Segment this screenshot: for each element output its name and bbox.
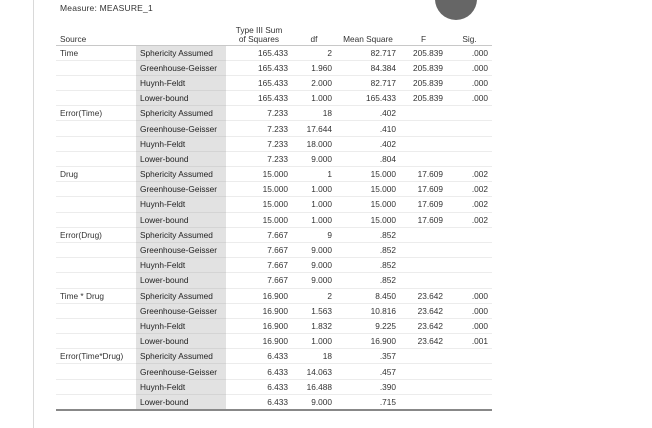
sum-of-squares-cell: 165.433 — [226, 60, 292, 75]
sig-cell: .000 — [447, 91, 492, 106]
header-sig: Sig. — [447, 22, 492, 45]
sum-of-squares-cell: 7.233 — [226, 106, 292, 121]
df-cell: 9 — [292, 227, 336, 242]
source-cell — [56, 242, 136, 257]
circle-decoration — [435, 0, 477, 20]
correction-cell: Huynh-Feldt — [136, 379, 226, 394]
f-cell: 205.839 — [400, 91, 447, 106]
correction-cell: Lower-bound — [136, 91, 226, 106]
source-cell — [56, 364, 136, 379]
correction-cell: Sphericity Assumed — [136, 288, 226, 303]
table-row — [56, 136, 492, 151]
df-cell: 1.960 — [292, 60, 336, 75]
df-cell: 9.000 — [292, 242, 336, 257]
table-row — [56, 45, 492, 60]
table-row — [56, 167, 492, 182]
df-cell: 18 — [292, 106, 336, 121]
df-cell: 1 — [292, 167, 336, 182]
source-cell — [56, 318, 136, 333]
sum-of-squares-cell: 16.900 — [226, 303, 292, 318]
correction-cell: Huynh-Feldt — [136, 197, 226, 212]
sig-cell: .000 — [447, 318, 492, 333]
f-cell: 23.642 — [400, 334, 447, 349]
sum-of-squares-cell: 15.000 — [226, 182, 292, 197]
mean-square-cell: .804 — [336, 151, 400, 166]
f-cell: 205.839 — [400, 60, 447, 75]
f-cell: 23.642 — [400, 288, 447, 303]
f-cell — [400, 121, 447, 136]
header-row — [56, 22, 492, 45]
source-cell — [56, 303, 136, 318]
source-cell — [56, 334, 136, 349]
source-cell: Time * Drug — [56, 288, 136, 303]
source-cell — [56, 379, 136, 394]
correction-cell: Greenhouse-Geisser — [136, 303, 226, 318]
mean-square-cell: .852 — [336, 227, 400, 242]
sig-cell — [447, 151, 492, 166]
mean-square-cell: .852 — [336, 273, 400, 288]
df-cell: 17.644 — [292, 121, 336, 136]
sum-of-squares-cell: 16.900 — [226, 318, 292, 333]
table-row — [56, 197, 492, 212]
measure-label: Measure: — [60, 3, 98, 13]
sum-of-squares-cell: 165.433 — [226, 91, 292, 106]
mean-square-cell: .852 — [336, 258, 400, 273]
sig-cell: .002 — [447, 197, 492, 212]
sum-of-squares-cell: 15.000 — [226, 167, 292, 182]
tests-of-within-subjects-effects-table — [56, 22, 492, 411]
mean-square-cell: 8.450 — [336, 288, 400, 303]
correction-cell: Sphericity Assumed — [136, 45, 226, 60]
sig-cell: .002 — [447, 167, 492, 182]
mean-square-cell: 16.900 — [336, 334, 400, 349]
header-f: F — [400, 22, 447, 45]
df-cell: 16.488 — [292, 379, 336, 394]
mean-square-cell: .357 — [336, 349, 400, 364]
f-cell: 17.609 — [400, 167, 447, 182]
correction-cell: Lower-bound — [136, 273, 226, 288]
mean-square-cell: 82.717 — [336, 45, 400, 60]
table-row — [56, 151, 492, 166]
df-cell: 1.000 — [292, 182, 336, 197]
table-row — [56, 242, 492, 257]
source-cell — [56, 197, 136, 212]
mean-square-cell: .715 — [336, 394, 400, 409]
correction-cell: Lower-bound — [136, 212, 226, 227]
df-cell: 1.000 — [292, 197, 336, 212]
table-row — [56, 273, 492, 288]
mean-square-cell: .852 — [336, 242, 400, 257]
df-cell: 2 — [292, 288, 336, 303]
sum-of-squares-cell: 6.433 — [226, 349, 292, 364]
correction-cell: Lower-bound — [136, 394, 226, 409]
f-cell — [400, 394, 447, 409]
table-row — [56, 364, 492, 379]
sig-cell — [447, 121, 492, 136]
f-cell — [400, 151, 447, 166]
source-cell: Time — [56, 45, 136, 60]
source-cell — [56, 212, 136, 227]
mean-square-cell: 15.000 — [336, 182, 400, 197]
df-cell: 18.000 — [292, 136, 336, 151]
f-cell: 23.642 — [400, 303, 447, 318]
f-cell — [400, 258, 447, 273]
f-cell — [400, 136, 447, 151]
sig-cell: .000 — [447, 60, 492, 75]
correction-cell: Huynh-Feldt — [136, 136, 226, 151]
sum-of-squares-cell: 7.233 — [226, 136, 292, 151]
sum-of-squares-cell: 165.433 — [226, 45, 292, 60]
source-cell — [56, 273, 136, 288]
sum-of-squares-cell: 7.667 — [226, 242, 292, 257]
sig-cell: .001 — [447, 334, 492, 349]
f-cell: 17.609 — [400, 212, 447, 227]
df-cell: 1.563 — [292, 303, 336, 318]
table-row — [56, 258, 492, 273]
table-row — [56, 303, 492, 318]
table-row — [56, 60, 492, 75]
sig-cell — [447, 379, 492, 394]
table-row — [56, 288, 492, 303]
sig-cell — [447, 136, 492, 151]
mean-square-cell: 15.000 — [336, 197, 400, 212]
source-cell — [56, 75, 136, 90]
table-row — [56, 318, 492, 333]
sum-of-squares-cell: 6.433 — [226, 379, 292, 394]
source-cell: Error(Time) — [56, 106, 136, 121]
table-row — [56, 379, 492, 394]
correction-cell: Sphericity Assumed — [136, 349, 226, 364]
f-cell — [400, 364, 447, 379]
table-row — [56, 212, 492, 227]
correction-cell: Huynh-Feldt — [136, 258, 226, 273]
mean-square-cell: .402 — [336, 136, 400, 151]
table-row — [56, 75, 492, 90]
correction-cell: Greenhouse-Geisser — [136, 364, 226, 379]
sig-cell — [447, 349, 492, 364]
source-cell — [56, 394, 136, 409]
source-cell — [56, 182, 136, 197]
header-type3-line1: Type III Sum — [235, 24, 283, 35]
df-cell: 1.832 — [292, 318, 336, 333]
mean-square-cell: 15.000 — [336, 167, 400, 182]
measure-name: MEASURE_1 — [99, 3, 153, 13]
correction-cell: Greenhouse-Geisser — [136, 242, 226, 257]
sum-of-squares-cell: 7.667 — [226, 227, 292, 242]
source-cell — [56, 60, 136, 75]
correction-cell: Huynh-Feldt — [136, 75, 226, 90]
correction-cell: Sphericity Assumed — [136, 227, 226, 242]
table-row — [56, 121, 492, 136]
df-cell: 9.000 — [292, 273, 336, 288]
f-cell — [400, 106, 447, 121]
sig-cell: .000 — [447, 45, 492, 60]
header-df: df — [292, 22, 336, 45]
mean-square-cell: 84.384 — [336, 60, 400, 75]
f-cell: 205.839 — [400, 75, 447, 90]
pane-left-border — [33, 0, 34, 428]
mean-square-cell: 15.000 — [336, 212, 400, 227]
table-row — [56, 91, 492, 106]
sig-cell: .002 — [447, 212, 492, 227]
sum-of-squares-cell: 16.900 — [226, 334, 292, 349]
df-cell: 9.000 — [292, 258, 336, 273]
df-cell: 18 — [292, 349, 336, 364]
measure-caption — [60, 3, 153, 13]
source-cell: Drug — [56, 167, 136, 182]
sig-cell: .002 — [447, 182, 492, 197]
table-row — [56, 182, 492, 197]
sig-cell — [447, 227, 492, 242]
f-cell — [400, 349, 447, 364]
source-cell — [56, 121, 136, 136]
mean-square-cell: .457 — [336, 364, 400, 379]
mean-square-cell: .390 — [336, 379, 400, 394]
correction-cell: Lower-bound — [136, 334, 226, 349]
correction-cell: Greenhouse-Geisser — [136, 121, 226, 136]
f-cell: 17.609 — [400, 182, 447, 197]
mean-square-cell: .410 — [336, 121, 400, 136]
sig-cell — [447, 106, 492, 121]
header-mean-square: Mean Square — [336, 22, 400, 45]
correction-cell: Sphericity Assumed — [136, 167, 226, 182]
mean-square-cell: 9.225 — [336, 318, 400, 333]
source-cell — [56, 151, 136, 166]
sig-cell — [447, 394, 492, 409]
sum-of-squares-cell: 15.000 — [226, 197, 292, 212]
df-cell: 9.000 — [292, 394, 336, 409]
df-cell: 1.000 — [292, 212, 336, 227]
header-type3-line2: of Squares — [238, 33, 280, 44]
table-row — [56, 394, 492, 409]
sig-cell: .000 — [447, 75, 492, 90]
sum-of-squares-cell: 7.667 — [226, 273, 292, 288]
sig-cell: .000 — [447, 303, 492, 318]
f-cell — [400, 379, 447, 394]
correction-cell: Greenhouse-Geisser — [136, 60, 226, 75]
sum-of-squares-cell: 6.433 — [226, 364, 292, 379]
sig-cell — [447, 364, 492, 379]
df-cell: 9.000 — [292, 151, 336, 166]
sum-of-squares-cell: 165.433 — [226, 75, 292, 90]
correction-cell: Greenhouse-Geisser — [136, 182, 226, 197]
df-cell: 1.000 — [292, 334, 336, 349]
df-cell: 1.000 — [292, 91, 336, 106]
df-cell: 14.063 — [292, 364, 336, 379]
source-cell — [56, 91, 136, 106]
correction-cell: Lower-bound — [136, 151, 226, 166]
source-cell: Error(Drug) — [56, 227, 136, 242]
sum-of-squares-cell: 16.900 — [226, 288, 292, 303]
table-row — [56, 106, 492, 121]
sig-cell — [447, 242, 492, 257]
f-cell: 17.609 — [400, 197, 447, 212]
f-cell: 23.642 — [400, 318, 447, 333]
sum-of-squares-cell: 7.667 — [226, 258, 292, 273]
table-row — [56, 227, 492, 242]
source-cell: Error(Time*Drug) — [56, 349, 136, 364]
table-row — [56, 349, 492, 364]
correction-cell: Sphericity Assumed — [136, 106, 226, 121]
f-cell — [400, 227, 447, 242]
source-cell — [56, 258, 136, 273]
f-cell: 205.839 — [400, 45, 447, 60]
sig-cell — [447, 273, 492, 288]
sum-of-squares-cell: 7.233 — [226, 151, 292, 166]
mean-square-cell: 82.717 — [336, 75, 400, 90]
sig-cell — [447, 258, 492, 273]
df-cell: 2 — [292, 45, 336, 60]
sum-of-squares-cell: 6.433 — [226, 394, 292, 409]
source-cell — [56, 136, 136, 151]
df-cell: 2.000 — [292, 75, 336, 90]
sum-of-squares-cell: 7.233 — [226, 121, 292, 136]
correction-cell: Huynh-Feldt — [136, 318, 226, 333]
sum-of-squares-cell: 15.000 — [226, 212, 292, 227]
mean-square-cell: .402 — [336, 106, 400, 121]
mean-square-cell: 10.816 — [336, 303, 400, 318]
sig-cell: .000 — [447, 288, 492, 303]
header-source: Source — [56, 22, 226, 45]
f-cell — [400, 242, 447, 257]
table-row — [56, 334, 492, 349]
mean-square-cell: 165.433 — [336, 91, 400, 106]
header-type3-ss — [226, 22, 292, 45]
f-cell — [400, 273, 447, 288]
